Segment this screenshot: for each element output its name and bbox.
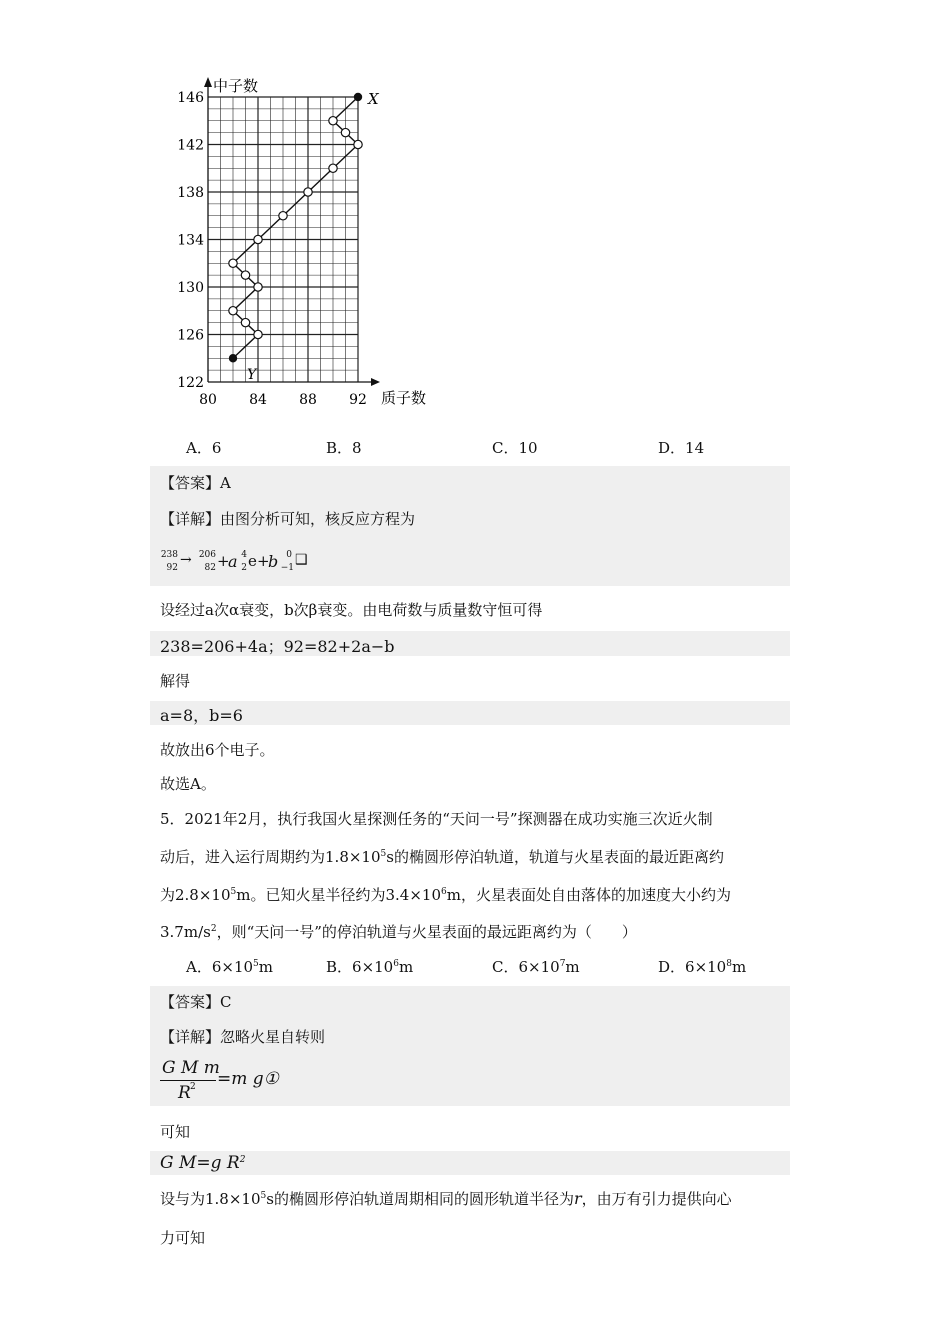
decay-point: [254, 283, 262, 291]
chart-axes: [204, 77, 426, 407]
q5-stem-3: 为$2.8\times 10^5m$。已知火星半径约为$3.4\times 10^6m$，火星表面处自由落体的加速度大小约为: [160, 886, 731, 904]
q5-stem-4: $3.7m/s^2$，则“天问一号”的停泊轨道与火星表面的最远距离约为（ ）: [160, 923, 637, 941]
q5-line2: 设与为$1.8\times 10^5s$的椭圆形停泊轨道周期相同的圆形轨道半径为r，由万有引力提供向心: [160, 1189, 732, 1208]
x-axis-arrow: [371, 378, 380, 386]
q4-line1: 设经过a次α衰变，b次β衰变。由电荷数与质量数守恒可得: [160, 601, 543, 619]
endpoint-marker: [229, 355, 236, 362]
decay-point: [241, 318, 249, 326]
he-mass: 4: [241, 550, 247, 560]
u-num: 92: [166, 563, 178, 573]
gravity-fraction: [160, 1058, 360, 1104]
q4-line4: 故选A。: [160, 775, 216, 793]
decay-point: [229, 259, 237, 267]
y-tick-label: 122: [177, 375, 204, 391]
y-axis-label: 中子数: [213, 77, 259, 95]
y-tick-label: 130: [177, 280, 204, 296]
pb-mass: 206: [198, 550, 216, 560]
q5-option-b: B．$6\times 10^6m$: [326, 958, 414, 976]
coef-a: a: [228, 552, 238, 571]
pb-num: 82: [204, 563, 216, 573]
label-x: X: [368, 90, 379, 108]
q4-line3: 故放出6个电子。: [160, 741, 275, 759]
decay-point: [341, 128, 349, 136]
chart-ticks: [177, 90, 367, 408]
y-tick-label: 146: [177, 90, 204, 106]
q4-line2: 解得: [160, 672, 191, 690]
x-tick-label: 92: [349, 392, 367, 408]
q5-option-a: A．$6\times 10^5m$: [186, 958, 274, 976]
y-axis-arrow: [204, 77, 212, 87]
fraction-numerator: G M m: [162, 1058, 220, 1078]
y-tick-label: 126: [177, 327, 204, 344]
decay-chart: [150, 70, 450, 420]
y-tick-label: 138: [177, 185, 204, 201]
label-y: Y: [247, 367, 257, 383]
decay-point: [254, 235, 262, 243]
decay-point: [229, 307, 237, 315]
decay-point: [329, 164, 337, 172]
e-mass: 0: [286, 550, 292, 560]
q4-option-c: C．10: [492, 439, 538, 457]
q4-option-d: D．14: [658, 439, 705, 457]
he-symbol: e: [248, 552, 257, 570]
missing-glyph-box: ❑: [295, 552, 308, 568]
fraction-denominator-exp: 2: [190, 1082, 196, 1092]
q5-stem-2: 动后，进入运行周期约为$1.8\times 10^5s$的椭圆形停泊轨道，轨道与火星表面的最近距离约: [160, 848, 724, 866]
q5-answer: 【答案】C: [160, 993, 232, 1011]
fraction-bar: [160, 1080, 216, 1081]
e-num: −1: [280, 563, 294, 573]
decay-point: [329, 117, 337, 125]
q5-eq2: G M=g $R^2$: [160, 1153, 246, 1173]
x-tick-label: 84: [249, 392, 267, 408]
q5-option-d: D．$6\times 10^8m$: [658, 958, 747, 976]
q4-eq3-box: [150, 701, 790, 725]
q4-option-a: A．6: [186, 439, 222, 457]
q5-stem-1: 5．2021年2月，执行我国火星探测任务的“天问一号”探测器在成功实施三次近火制: [160, 810, 713, 828]
coef-b: b: [268, 552, 279, 571]
fraction-denominator: R: [178, 1083, 191, 1103]
q4-eq2: 238=206+4a；92=82+2a−b: [160, 637, 395, 656]
he-num: 2: [241, 563, 247, 573]
chart-grid: [208, 97, 358, 382]
x-tick-label: 80: [199, 392, 217, 408]
q5-eq2-box: [150, 1151, 790, 1175]
q5-line3: 力可知: [160, 1229, 206, 1247]
endpoint-marker: [354, 93, 361, 100]
plus-1: +: [217, 552, 230, 570]
u-mass: 238: [160, 550, 178, 560]
fraction-rhs: =m g①: [217, 1069, 279, 1089]
nuclear-equation: [158, 548, 478, 578]
plus-2: +: [257, 552, 270, 570]
y-tick-label: 134: [177, 232, 204, 249]
q5-line1: 可知: [160, 1123, 191, 1141]
q4-detail: 【详解】由图分析可知，核反应方程为: [160, 510, 416, 528]
q4-eq3: a=8，b=6: [160, 706, 243, 725]
decay-point: [279, 212, 287, 220]
q5-detail: 【详解】忽略火星自转则: [160, 1028, 326, 1046]
decay-point: [354, 140, 362, 148]
x-axis-label: 质子数: [381, 389, 427, 407]
decay-point: [254, 330, 262, 338]
arrow: →: [180, 552, 192, 568]
q5-option-c: C．$6\times 10^7m$: [492, 958, 580, 976]
decay-point: [241, 271, 249, 279]
y-tick-label: 142: [177, 137, 204, 154]
x-tick-label: 88: [299, 392, 317, 408]
decay-point: [304, 188, 312, 196]
q4-answer: 【答案】A: [160, 474, 231, 492]
q4-option-b: B．8: [326, 439, 362, 457]
